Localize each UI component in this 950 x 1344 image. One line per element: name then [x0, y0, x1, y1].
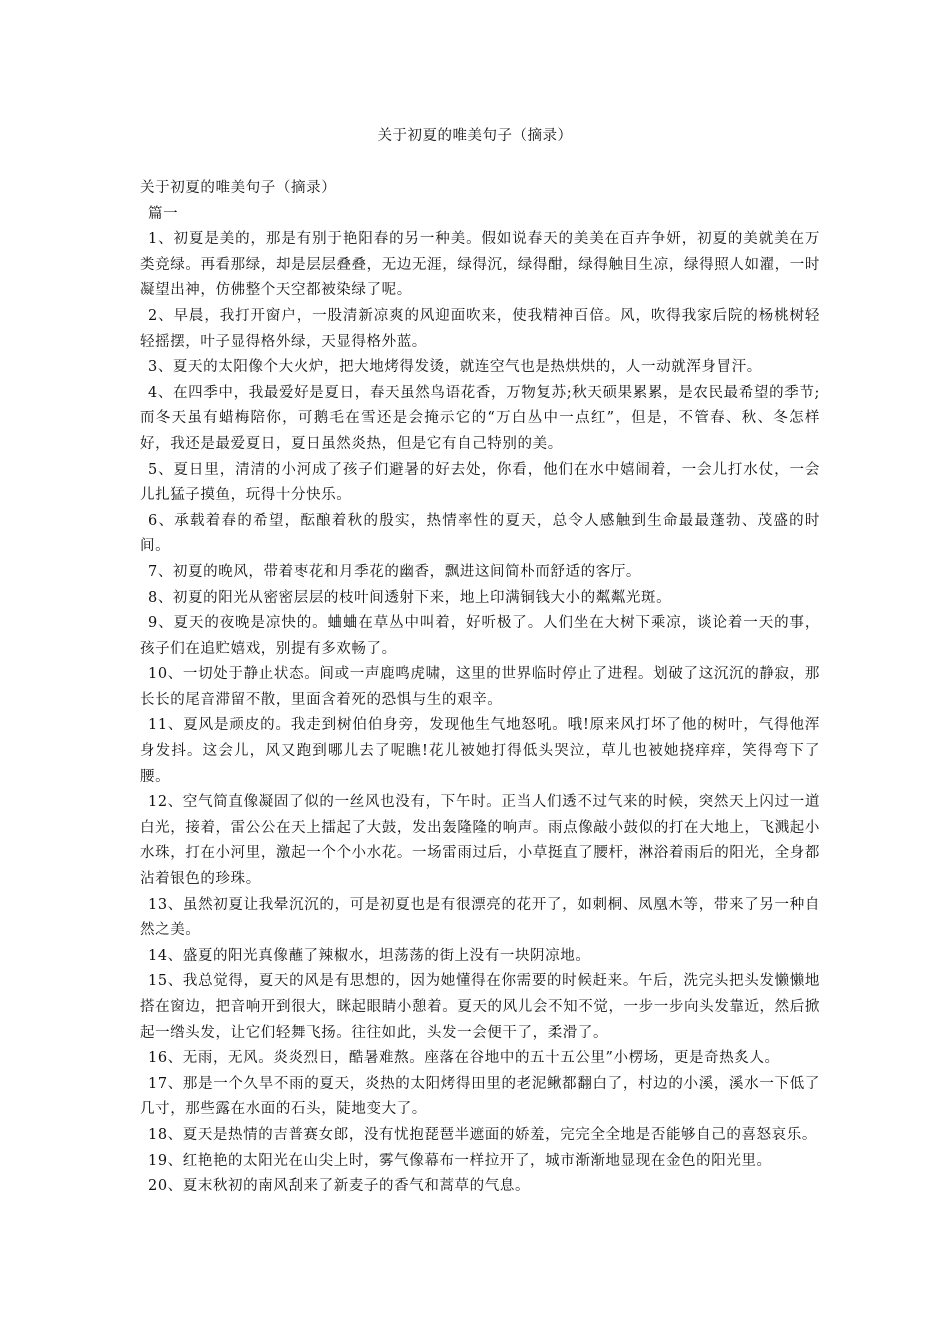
paragraph-12: 12、空气简直像凝固了似的一丝风也没有，下午时。正当人们透不过气来的时候，突然天上闪过一道白光，接着，雷公公在天上擂起了大鼓，发出轰隆隆的响声。雨点像敲小鼓似的打在大地上，飞溅起小水珠，打在小河里，激起一个个小水花。一场雷雨过后，小草挺直了腰杆，淋浴着雨后的阳光，全身都沾着银色的珍珠。 — [140, 794, 820, 888]
paragraph-16: 16、无雨，无风。炎炎烈日，酷暑难熬。座落在谷地中的五十五公里”小楞场，更是奇热炙人。 — [148, 1050, 780, 1067]
paragraph-9: 9、夏天的夜晚是凉快的。蛐蛐在草丛中叫着，好听极了。人们坐在大树下乘凉，谈论着一天的事，孩子们在追贮嬉戏，别提有多欢畅了。 — [140, 615, 820, 657]
paragraph-7: 7、初夏的晚风，带着枣花和月季花的幽香，飘进这间简朴而舒适的客厅。 — [148, 563, 642, 580]
paragraph-17: 17、那是一个久旱不雨的夏天，炎热的太阳烤得田里的老泥鳅都翻白了，村边的小溪，溪水一下低了几寸，那些露在水面的石头，陡地变大了。 — [140, 1075, 820, 1118]
paragraph-4: 4、在四季中，我最爱好是夏日，春天虽然鸟语花香，万物复苏;秋天硕果累累，是农民最希望的季节;而冬天虽有蜡梅陪你，可鹅毛在雪还是会掩示它的“万白丛中一点红”，但是，不管春、秋、冬怎样好，我还是最爱夏日，夏日虽然炎热，但是它有自己特别的美。 — [140, 384, 820, 452]
paragraph-2: 2、早晨，我打开窗户，一股清新凉爽的风迎面吹来，使我精神百倍。风，吹得我家后院的杨桃树轻轻摇摆，叶子显得格外绿，天显得格外蓝。 — [140, 307, 820, 350]
paragraph-8: 8、初夏的阳光从密密层层的枝叶间透射下来，地上印满铜钱大小的粼粼光斑。 — [148, 589, 672, 606]
document-body — [140, 176, 820, 1200]
paragraph-6: 6、承载着春的希望，酝酿着秋的殷实，热情率性的夏天，总令人感触到生命最最蓬勃、茂盛的时间。 — [140, 512, 820, 555]
document-title: 关于初夏的唯美句子（摘录） — [377, 128, 573, 144]
paragraph-15: 15、我总觉得，夏天的风是有思想的，因为她懂得在你需要的时候赶来。午后，洗完头把头发懒懒地搭在窗边，把音响开到很大，眯起眼睛小憩着。夏天的风儿会不知不觉，一步一步向头发靠近，然后掀起一绺头发，让它们轻舞飞扬。往往如此，头发一会便干了，柔滑了。 — [140, 973, 820, 1041]
paragraph-10: 10、一切处于静止状态。间或一声鹿鸣虎啸，这里的世界临时停止了进程。划破了这沉沉的静寂，那长长的尾音滞留不散，里面含着死的恐惧与生的艰辛。 — [140, 666, 820, 708]
paragraph-19: 19、红艳艳的太阳光在山尖上时，雾气像幕布一样拉开了，城市渐渐地显现在金色的阳光里。 — [148, 1152, 772, 1169]
document-subtitle: 关于初夏的唯美句子（摘录） — [140, 180, 337, 196]
paragraph-14: 14、盛夏的阳光真像蘸了辣椒水，坦荡荡的街上没有一块阴凉地。 — [148, 947, 591, 964]
paragraph-13: 13、虽然初夏让我晕沉沉的，可是初夏也是有很漂亮的花开了，如刺桐、凤凰木等，带来了另一种自然之美。 — [140, 896, 820, 939]
paragraph-5: 5、夏日里，清清的小河成了孩子们避暑的好去处，你看，他们在水中嬉闹着，一会儿打水仗，一会儿扎猛子摸鱼，玩得十分快乐。 — [140, 461, 820, 504]
paragraph-18: 18、夏天是热情的吉普赛女郎，没有忧抱琵琶半遮面的娇羞，完完全全地是否能够自己的喜怒哀乐。 — [148, 1126, 817, 1143]
paragraph-3: 3、夏天的太阳像个大火炉，把大地烤得发烫，就连空气也是热烘烘的，人一动就浑身冒汗。 — [148, 359, 762, 376]
chapter-heading: 篇一 — [148, 205, 179, 222]
paragraph-1: 1、初夏是美的，那是有别于艳阳春的另一种美。假如说春天的美美在百卉争妍，初夏的美就美在万类竞绿。再看那绿，却是层层叠叠，无边无涯，绿得沉，绿得酣，绿得触目生凉，绿得照人如濯，一时凝望出神，仿佛整个天空都被染绿了呢。 — [140, 231, 820, 299]
paragraph-20: 20、夏末秋初的南风刮来了新麦子的香气和蒿草的气息。 — [148, 1178, 531, 1195]
paragraph-11: 11、夏风是顽皮的。我走到树伯伯身旁，发现他生气地怒吼。哦!原来风打坏了他的树叶，气得他浑身发抖。这会儿，风又跑到哪儿去了呢瞧!花儿被她打得低头哭泣，草儿也被她挠痒痒，笑得弯下了腰。 — [140, 717, 820, 785]
